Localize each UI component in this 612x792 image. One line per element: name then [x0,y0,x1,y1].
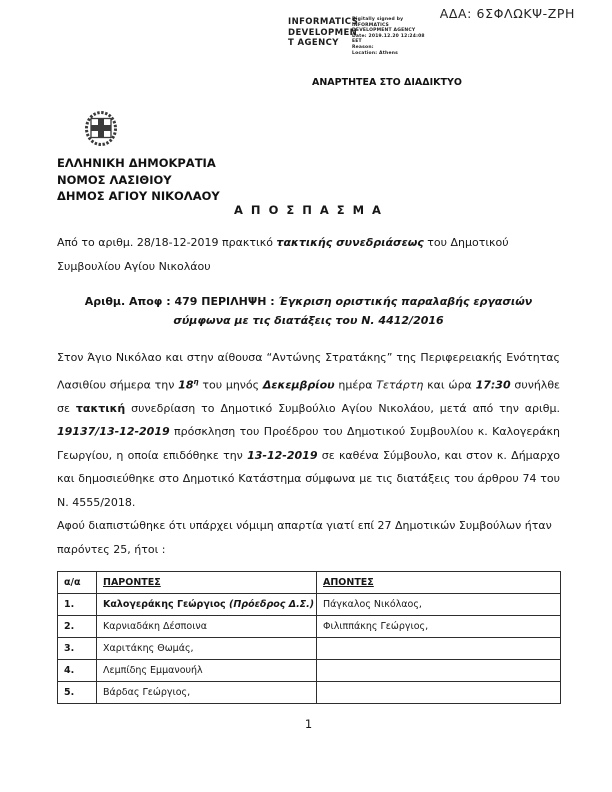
agency-line: INFORMATICS [288,17,359,27]
header-absent [317,572,561,594]
attendance-table [57,571,561,704]
letterhead-municipality: ΔΗΜΟΣ ΑΓΙΟΥ ΝΙΚΟΛΑΟΥ [57,189,220,203]
cell-index: 1. [58,594,97,616]
cell-present: Βάρδας Γεώργιος, [97,682,317,704]
session-paragraph: Στον Άγιο Νικόλαο και στην αίθουσα “Αντώνης Στρατάκης” της Περιφερειακής Ενότητας Λασιθίου σήμερα την $18^\eta$ του μηνός Δεκεμβρίου ημέρα Τετάρτη και ώρα 17:30 συνήλθε σε τακτική συνεδρίαση το Δημοτικό Συμβούλιο Αγίου Νικολάου, μετά από την αριθμ. 19137/13-12-2019 πρόσκληση του Προέδρου του Δημοτικού Συμβουλίου κ. Καλογεράκη Γεωργίου, η οποία επιδόθηκε την 13-12-2019 σε καθένα Σύμβουλο, και στον κ. Δήμαρχο και δημοσιεύθηκε στο Δημοτικό Κατάστημα σύμφωνα με τις διατάξεις του άρθρου 74 του Ν. 4555/2018. [57,351,560,509]
publish-notice: ΑΝΑΡΤΗΤΕΑ ΣΤΟ ΔΙΑΔΙΚΤΥΟ [312,77,462,88]
document-body [57,203,560,731]
document-title: Α Π Ο Σ Π Α Σ Μ Α [234,203,383,217]
cell-present: Λεμπίδης Εμμανουήλ [97,660,317,682]
signature-line: EET [352,39,362,45]
header-present [97,572,317,594]
letterhead [57,155,220,205]
cell-index: 4. [58,660,97,682]
digital-signature-details [352,17,425,56]
agency-line: T AGENCY [288,38,339,48]
digital-signature-agency-name [288,17,358,49]
greek-coat-of-arms-icon [84,110,118,146]
table-row [58,616,561,638]
cell-absent [317,638,561,660]
table-row [58,660,561,682]
signature-line: Reason: [352,44,374,50]
signature-line: Digitally signed by [352,17,404,22]
decision-subject: Αριθμ. Αποφ : 479 ΠΕΡΙΛΗΨΗ : Έγκριση οριστικής παραλαβής εργασιών σύμφωνα με τις διατάξεις του Ν. 4412/2016 [84,295,533,327]
cell-absent [317,682,561,704]
cell-index: 5. [58,682,97,704]
agency-line: DEVELOPMEN [288,27,358,38]
cell-absent: Φιλιππάκης Γεώργιος, [317,616,561,638]
cell-present: Χαριτάκης Θωμάς, [97,638,317,660]
header-index: α/α [58,572,97,594]
cell-absent [317,660,561,682]
signature-line: INFORMATICS [352,22,389,28]
table-row [58,638,561,660]
table-row [58,682,561,704]
cell-present: Καλογεράκης Γεώργιος (Πρόεδρος Δ.Σ.) [97,594,317,616]
header-present-label: ΠΑΡΟΝΤΕΣ [103,577,161,589]
cell-present: Καρνιαδάκη Δέσποινα [97,616,317,638]
quorum-paragraph: Αφού διαπιστώθηκε ότι υπάρχει νόμιμη απαρτία γιατί επί 27 Δημοτικών Συμβούλων ήταν παρόντες 25, ήτοι : [57,519,552,556]
page-number: 1 [304,717,313,732]
cell-index: 2. [58,616,97,638]
signature-line: Date: 2019.12.20 12:24:08 [352,33,425,39]
letterhead-prefecture: ΝΟΜΟΣ ΛΑΣΙΘΙΟΥ [57,172,172,187]
table-row [58,594,561,616]
header-absent-label: ΑΠΟΝΤΕΣ [323,577,374,589]
intro-paragraph: Από το αριθμ. 28/18-12-2019 πρακτικό τακτικής συνεδριάσεως του Δημοτικού Συμβουλίου Αγίου Νικολάου [57,236,509,273]
cell-absent: Πάγκαλος Νικόλαος, [317,594,561,616]
table-header-row [58,572,561,594]
signature-line: DEVELOPMENT AGENCY [352,28,416,34]
ada-code: ΑΔΑ: 6ΣΦΛΩΚΨ-ΖΡΗ [439,6,575,21]
cell-index: 3. [58,638,97,660]
signature-line: Location: Athens [352,50,398,56]
letterhead-republic: ΕΛΛΗΝΙΚΗ ΔΗΜΟΚΡΑΤΙΑ [57,156,216,170]
